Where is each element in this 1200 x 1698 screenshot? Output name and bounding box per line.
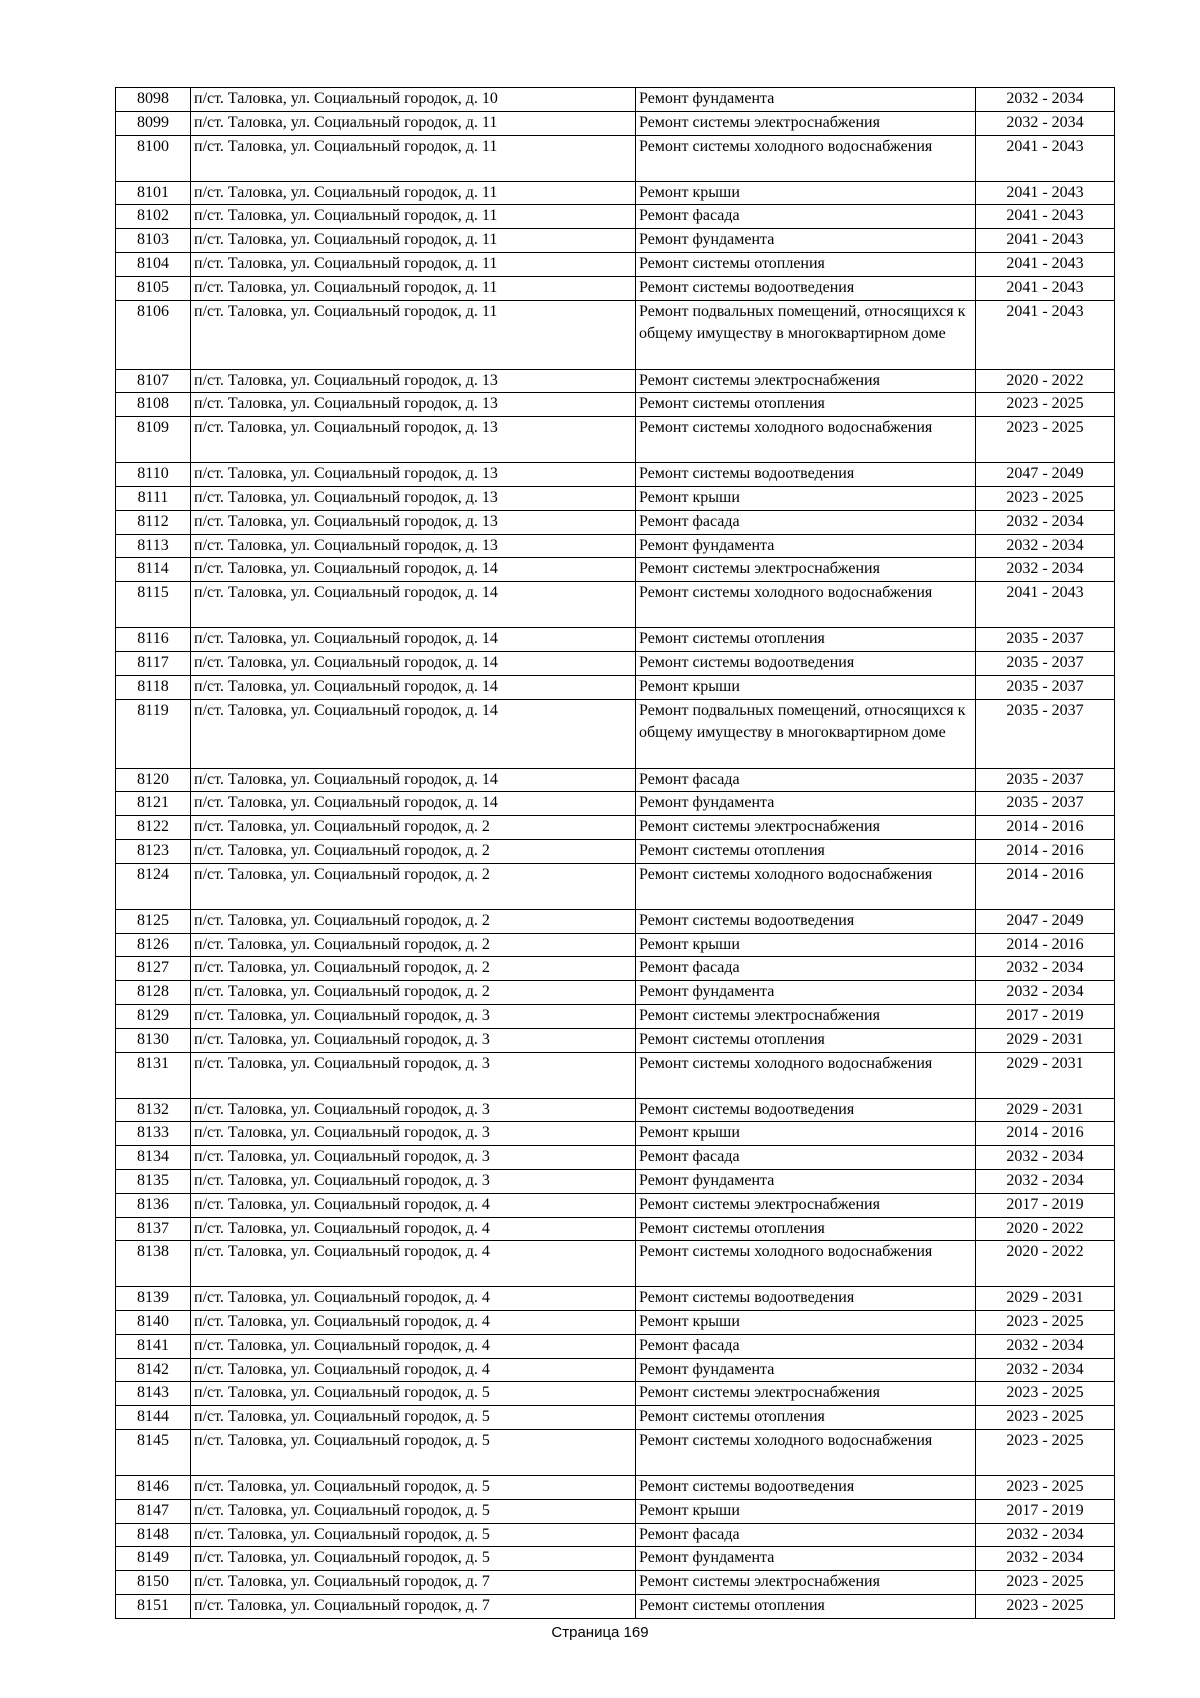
address-cell: п/ст. Таловка, ул. Социальный городок, д. 5 <box>191 1406 636 1430</box>
work-type-cell: Ремонт фасада <box>636 768 976 792</box>
table-row <box>116 768 1115 792</box>
period-cell: 2023 - 2025 <box>976 1406 1115 1430</box>
table-row <box>116 839 1115 863</box>
table-row <box>116 1382 1115 1406</box>
period-cell: 2032 - 2034 <box>976 957 1115 981</box>
table-row <box>116 1523 1115 1547</box>
table-row <box>116 699 1115 768</box>
address-cell: п/ст. Таловка, ул. Социальный городок, д. 4 <box>191 1287 636 1311</box>
address-cell: п/ст. Таловка, ул. Социальный городок, д. 2 <box>191 863 636 909</box>
period-cell: 2032 - 2034 <box>976 111 1115 135</box>
row-number: 8130 <box>116 1028 191 1052</box>
work-type-cell: Ремонт системы холодного водоснабжения <box>636 135 976 181</box>
period-cell: 2041 - 2043 <box>976 181 1115 205</box>
address-cell: п/ст. Таловка, ул. Социальный городок, д. 13 <box>191 369 636 393</box>
period-cell: 2035 - 2037 <box>976 699 1115 768</box>
row-number: 8128 <box>116 981 191 1005</box>
address-cell: п/ст. Таловка, ул. Социальный городок, д. 3 <box>191 1028 636 1052</box>
address-cell: п/ст. Таловка, ул. Социальный городок, д. 3 <box>191 1169 636 1193</box>
work-type-cell: Ремонт фундамента <box>636 981 976 1005</box>
work-type-cell: Ремонт системы водоотведения <box>636 463 976 487</box>
table-row <box>116 558 1115 582</box>
period-cell: 2047 - 2049 <box>976 463 1115 487</box>
address-cell: п/ст. Таловка, ул. Социальный городок, д. 3 <box>191 1004 636 1028</box>
address-cell: п/ст. Таловка, ул. Социальный городок, д. 11 <box>191 252 636 276</box>
row-number: 8107 <box>116 369 191 393</box>
work-type-cell: Ремонт фасада <box>636 1334 976 1358</box>
table-row <box>116 1169 1115 1193</box>
row-number: 8148 <box>116 1523 191 1547</box>
work-type-cell: Ремонт системы электроснабжения <box>636 1004 976 1028</box>
row-number: 8146 <box>116 1476 191 1500</box>
address-cell: п/ст. Таловка, ул. Социальный городок, д. 5 <box>191 1547 636 1571</box>
row-number: 8105 <box>116 276 191 300</box>
work-type-cell: Ремонт системы водоотведения <box>636 1098 976 1122</box>
table-row <box>116 651 1115 675</box>
address-cell: п/ст. Таловка, ул. Социальный городок, д. 11 <box>191 300 636 369</box>
work-type-cell: Ремонт системы электроснабжения <box>636 1382 976 1406</box>
row-number: 8144 <box>116 1406 191 1430</box>
row-number: 8115 <box>116 582 191 628</box>
work-type-cell: Ремонт фундамента <box>636 534 976 558</box>
row-number: 8113 <box>116 534 191 558</box>
address-cell: п/ст. Таловка, ул. Социальный городок, д. 14 <box>191 675 636 699</box>
period-cell: 2032 - 2034 <box>976 510 1115 534</box>
table-row <box>116 1499 1115 1523</box>
table-row <box>116 1217 1115 1241</box>
table-row <box>116 417 1115 463</box>
work-type-cell: Ремонт крыши <box>636 675 976 699</box>
work-type-cell: Ремонт системы холодного водоснабжения <box>636 863 976 909</box>
table-row <box>116 1430 1115 1476</box>
address-cell: п/ст. Таловка, ул. Социальный городок, д. 7 <box>191 1571 636 1595</box>
table-row <box>116 981 1115 1005</box>
page-number: Страница 169 <box>551 1624 649 1641</box>
period-cell: 2032 - 2034 <box>976 1334 1115 1358</box>
work-type-cell: Ремонт системы водоотведения <box>636 1287 976 1311</box>
table-row <box>116 816 1115 840</box>
table-row <box>116 582 1115 628</box>
period-cell: 2041 - 2043 <box>976 252 1115 276</box>
address-cell: п/ст. Таловка, ул. Социальный городок, д. 7 <box>191 1595 636 1619</box>
table-row <box>116 510 1115 534</box>
address-cell: п/ст. Таловка, ул. Социальный городок, д. 14 <box>191 651 636 675</box>
repair-schedule-body <box>116 88 1115 1619</box>
period-cell: 2032 - 2034 <box>976 981 1115 1005</box>
period-cell: 2017 - 2019 <box>976 1499 1115 1523</box>
address-cell: п/ст. Таловка, ул. Социальный городок, д. 14 <box>191 768 636 792</box>
table-row <box>116 1098 1115 1122</box>
row-number: 8101 <box>116 181 191 205</box>
work-type-cell: Ремонт системы отопления <box>636 839 976 863</box>
row-number: 8139 <box>116 1287 191 1311</box>
row-number: 8133 <box>116 1122 191 1146</box>
row-number: 8118 <box>116 675 191 699</box>
address-cell: п/ст. Таловка, ул. Социальный городок, д. 3 <box>191 1146 636 1170</box>
row-number: 8114 <box>116 558 191 582</box>
work-type-cell: Ремонт системы водоотведения <box>636 276 976 300</box>
row-number: 8151 <box>116 1595 191 1619</box>
table-row <box>116 205 1115 229</box>
row-number: 8136 <box>116 1193 191 1217</box>
period-cell: 2014 - 2016 <box>976 863 1115 909</box>
address-cell: п/ст. Таловка, ул. Социальный городок, д. 14 <box>191 628 636 652</box>
address-cell: п/ст. Таловка, ул. Социальный городок, д. 14 <box>191 558 636 582</box>
address-cell: п/ст. Таловка, ул. Социальный городок, д. 2 <box>191 981 636 1005</box>
row-number: 8121 <box>116 792 191 816</box>
address-cell: п/ст. Таловка, ул. Социальный городок, д. 4 <box>191 1334 636 1358</box>
work-type-cell: Ремонт системы холодного водоснабжения <box>636 1241 976 1287</box>
table-row <box>116 276 1115 300</box>
table-row <box>116 1311 1115 1335</box>
table-row <box>116 534 1115 558</box>
table-row <box>116 628 1115 652</box>
work-type-cell: Ремонт крыши <box>636 1499 976 1523</box>
work-type-cell: Ремонт системы отопления <box>636 1406 976 1430</box>
table-row <box>116 1595 1115 1619</box>
row-number: 8122 <box>116 816 191 840</box>
period-cell: 2029 - 2031 <box>976 1028 1115 1052</box>
address-cell: п/ст. Таловка, ул. Социальный городок, д. 13 <box>191 534 636 558</box>
work-type-cell: Ремонт фасада <box>636 205 976 229</box>
work-type-cell: Ремонт подвальных помещений, относящихся к общему имуществу в многоквартирном доме <box>636 300 976 369</box>
row-number: 8143 <box>116 1382 191 1406</box>
period-cell: 2029 - 2031 <box>976 1287 1115 1311</box>
table-row <box>116 1476 1115 1500</box>
work-type-cell: Ремонт системы отопления <box>636 1595 976 1619</box>
work-type-cell: Ремонт системы электроснабжения <box>636 816 976 840</box>
address-cell: п/ст. Таловка, ул. Социальный городок, д. 11 <box>191 181 636 205</box>
table-row <box>116 933 1115 957</box>
work-type-cell: Ремонт фасада <box>636 1146 976 1170</box>
work-type-cell: Ремонт крыши <box>636 1311 976 1335</box>
address-cell: п/ст. Таловка, ул. Социальный городок, д. 5 <box>191 1523 636 1547</box>
address-cell: п/ст. Таловка, ул. Социальный городок, д. 4 <box>191 1217 636 1241</box>
row-number: 8108 <box>116 393 191 417</box>
table-row <box>116 1052 1115 1098</box>
address-cell: п/ст. Таловка, ул. Социальный городок, д. 13 <box>191 510 636 534</box>
period-cell: 2020 - 2022 <box>976 1241 1115 1287</box>
address-cell: п/ст. Таловка, ул. Социальный городок, д. 5 <box>191 1382 636 1406</box>
period-cell: 2035 - 2037 <box>976 675 1115 699</box>
address-cell: п/ст. Таловка, ул. Социальный городок, д. 4 <box>191 1311 636 1335</box>
row-number: 8102 <box>116 205 191 229</box>
address-cell: п/ст. Таловка, ул. Социальный городок, д. 11 <box>191 135 636 181</box>
period-cell: 2041 - 2043 <box>976 276 1115 300</box>
row-number: 8119 <box>116 699 191 768</box>
period-cell: 2041 - 2043 <box>976 582 1115 628</box>
row-number: 8123 <box>116 839 191 863</box>
address-cell: п/ст. Таловка, ул. Социальный городок, д. 2 <box>191 909 636 933</box>
address-cell: п/ст. Таловка, ул. Социальный городок, д. 14 <box>191 699 636 768</box>
work-type-cell: Ремонт системы электроснабжения <box>636 558 976 582</box>
row-number: 8117 <box>116 651 191 675</box>
work-type-cell: Ремонт фундамента <box>636 1169 976 1193</box>
work-type-cell: Ремонт крыши <box>636 1122 976 1146</box>
period-cell: 2032 - 2034 <box>976 1523 1115 1547</box>
work-type-cell: Ремонт крыши <box>636 933 976 957</box>
period-cell: 2035 - 2037 <box>976 768 1115 792</box>
table-row <box>116 1334 1115 1358</box>
row-number: 8149 <box>116 1547 191 1571</box>
work-type-cell: Ремонт системы холодного водоснабжения <box>636 1430 976 1476</box>
period-cell: 2017 - 2019 <box>976 1193 1115 1217</box>
table-row <box>116 300 1115 369</box>
work-type-cell: Ремонт системы водоотведения <box>636 1476 976 1500</box>
period-cell: 2035 - 2037 <box>976 792 1115 816</box>
address-cell: п/ст. Таловка, ул. Социальный городок, д. 14 <box>191 792 636 816</box>
address-cell: п/ст. Таловка, ул. Социальный городок, д. 5 <box>191 1499 636 1523</box>
row-number: 8127 <box>116 957 191 981</box>
address-cell: п/ст. Таловка, ул. Социальный городок, д. 10 <box>191 88 636 112</box>
period-cell: 2032 - 2034 <box>976 1146 1115 1170</box>
address-cell: п/ст. Таловка, ул. Социальный городок, д. 11 <box>191 229 636 253</box>
row-number: 8100 <box>116 135 191 181</box>
table-row <box>116 792 1115 816</box>
work-type-cell: Ремонт системы водоотведения <box>636 909 976 933</box>
address-cell: п/ст. Таловка, ул. Социальный городок, д. 2 <box>191 957 636 981</box>
work-type-cell: Ремонт системы электроснабжения <box>636 111 976 135</box>
table-row <box>116 1571 1115 1595</box>
row-number: 8147 <box>116 1499 191 1523</box>
table-row <box>116 1547 1115 1571</box>
work-type-cell: Ремонт фасада <box>636 510 976 534</box>
table-row <box>116 486 1115 510</box>
row-number: 8131 <box>116 1052 191 1098</box>
row-number: 8099 <box>116 111 191 135</box>
row-number: 8110 <box>116 463 191 487</box>
table-row <box>116 88 1115 112</box>
period-cell: 2017 - 2019 <box>976 1004 1115 1028</box>
address-cell: п/ст. Таловка, ул. Социальный городок, д. 5 <box>191 1476 636 1500</box>
address-cell: п/ст. Таловка, ул. Социальный городок, д. 11 <box>191 111 636 135</box>
work-type-cell: Ремонт системы отопления <box>636 252 976 276</box>
work-type-cell: Ремонт фундамента <box>636 88 976 112</box>
table-row <box>116 111 1115 135</box>
period-cell: 2041 - 2043 <box>976 229 1115 253</box>
period-cell: 2023 - 2025 <box>976 486 1115 510</box>
work-type-cell: Ремонт фундамента <box>636 1547 976 1571</box>
repair-schedule-table <box>115 87 1115 1619</box>
period-cell: 2035 - 2037 <box>976 628 1115 652</box>
table-row <box>116 229 1115 253</box>
table-row <box>116 393 1115 417</box>
period-cell: 2023 - 2025 <box>976 393 1115 417</box>
work-type-cell: Ремонт фундамента <box>636 229 976 253</box>
period-cell: 2023 - 2025 <box>976 1311 1115 1335</box>
period-cell: 2047 - 2049 <box>976 909 1115 933</box>
address-cell: п/ст. Таловка, ул. Социальный городок, д. 4 <box>191 1193 636 1217</box>
row-number: 8132 <box>116 1098 191 1122</box>
row-number: 8150 <box>116 1571 191 1595</box>
address-cell: п/ст. Таловка, ул. Социальный городок, д. 3 <box>191 1122 636 1146</box>
table-row <box>116 369 1115 393</box>
work-type-cell: Ремонт фасада <box>636 957 976 981</box>
period-cell: 2020 - 2022 <box>976 369 1115 393</box>
row-number: 8120 <box>116 768 191 792</box>
period-cell: 2041 - 2043 <box>976 300 1115 369</box>
address-cell: п/ст. Таловка, ул. Социальный городок, д. 13 <box>191 486 636 510</box>
work-type-cell: Ремонт системы холодного водоснабжения <box>636 417 976 463</box>
period-cell: 2023 - 2025 <box>976 1571 1115 1595</box>
work-type-cell: Ремонт системы холодного водоснабжения <box>636 582 976 628</box>
address-cell: п/ст. Таловка, ул. Социальный городок, д. 3 <box>191 1098 636 1122</box>
row-number: 8106 <box>116 300 191 369</box>
table-row <box>116 1122 1115 1146</box>
address-cell: п/ст. Таловка, ул. Социальный городок, д. 14 <box>191 582 636 628</box>
period-cell: 2032 - 2034 <box>976 1358 1115 1382</box>
period-cell: 2023 - 2025 <box>976 1430 1115 1476</box>
period-cell: 2023 - 2025 <box>976 1595 1115 1619</box>
period-cell: 2014 - 2016 <box>976 816 1115 840</box>
period-cell: 2035 - 2037 <box>976 651 1115 675</box>
period-cell: 2032 - 2034 <box>976 534 1115 558</box>
table-row <box>116 957 1115 981</box>
address-cell: п/ст. Таловка, ул. Социальный городок, д. 13 <box>191 393 636 417</box>
work-type-cell: Ремонт подвальных помещений, относящихся к общему имуществу в многоквартирном доме <box>636 699 976 768</box>
work-type-cell: Ремонт системы отопления <box>636 393 976 417</box>
period-cell: 2041 - 2043 <box>976 205 1115 229</box>
table-row <box>116 135 1115 181</box>
row-number: 8112 <box>116 510 191 534</box>
table-row <box>116 675 1115 699</box>
row-number: 8126 <box>116 933 191 957</box>
address-cell: п/ст. Таловка, ул. Социальный городок, д. 2 <box>191 839 636 863</box>
period-cell: 2032 - 2034 <box>976 1547 1115 1571</box>
row-number: 8137 <box>116 1217 191 1241</box>
work-type-cell: Ремонт системы отопления <box>636 1028 976 1052</box>
table-row <box>116 909 1115 933</box>
table-row <box>116 463 1115 487</box>
period-cell: 2032 - 2034 <box>976 558 1115 582</box>
address-cell: п/ст. Таловка, ул. Социальный городок, д. 5 <box>191 1430 636 1476</box>
work-type-cell: Ремонт системы холодного водоснабжения <box>636 1052 976 1098</box>
period-cell: 2023 - 2025 <box>976 1476 1115 1500</box>
row-number: 8125 <box>116 909 191 933</box>
table-row <box>116 1193 1115 1217</box>
table-row <box>116 1241 1115 1287</box>
address-cell: п/ст. Таловка, ул. Социальный городок, д. 4 <box>191 1358 636 1382</box>
address-cell: п/ст. Таловка, ул. Социальный городок, д. 2 <box>191 816 636 840</box>
table-row <box>116 1028 1115 1052</box>
row-number: 8098 <box>116 88 191 112</box>
row-number: 8141 <box>116 1334 191 1358</box>
table-row <box>116 1004 1115 1028</box>
row-number: 8103 <box>116 229 191 253</box>
period-cell: 2014 - 2016 <box>976 839 1115 863</box>
work-type-cell: Ремонт системы отопления <box>636 628 976 652</box>
work-type-cell: Ремонт системы электроснабжения <box>636 1193 976 1217</box>
row-number: 8116 <box>116 628 191 652</box>
period-cell: 2023 - 2025 <box>976 417 1115 463</box>
address-cell: п/ст. Таловка, ул. Социальный городок, д. 13 <box>191 417 636 463</box>
period-cell: 2032 - 2034 <box>976 1169 1115 1193</box>
address-cell: п/ст. Таловка, ул. Социальный городок, д. 4 <box>191 1241 636 1287</box>
period-cell: 2029 - 2031 <box>976 1052 1115 1098</box>
work-type-cell: Ремонт системы водоотведения <box>636 651 976 675</box>
row-number: 8124 <box>116 863 191 909</box>
table-row <box>116 181 1115 205</box>
work-type-cell: Ремонт фундамента <box>636 1358 976 1382</box>
address-cell: п/ст. Таловка, ул. Социальный городок, д. 11 <box>191 276 636 300</box>
period-cell: 2014 - 2016 <box>976 1122 1115 1146</box>
work-type-cell: Ремонт фасада <box>636 1523 976 1547</box>
table-row <box>116 863 1115 909</box>
row-number: 8142 <box>116 1358 191 1382</box>
period-cell: 2029 - 2031 <box>976 1098 1115 1122</box>
work-type-cell: Ремонт фундамента <box>636 792 976 816</box>
work-type-cell: Ремонт системы электроснабжения <box>636 369 976 393</box>
address-cell: п/ст. Таловка, ул. Социальный городок, д. 13 <box>191 463 636 487</box>
row-number: 8129 <box>116 1004 191 1028</box>
row-number: 8104 <box>116 252 191 276</box>
work-type-cell: Ремонт крыши <box>636 486 976 510</box>
address-cell: п/ст. Таловка, ул. Социальный городок, д. 2 <box>191 933 636 957</box>
table-row <box>116 1358 1115 1382</box>
row-number: 8134 <box>116 1146 191 1170</box>
work-type-cell: Ремонт системы электроснабжения <box>636 1571 976 1595</box>
period-cell: 2020 - 2022 <box>976 1217 1115 1241</box>
period-cell: 2041 - 2043 <box>976 135 1115 181</box>
row-number: 8111 <box>116 486 191 510</box>
row-number: 8140 <box>116 1311 191 1335</box>
row-number: 8138 <box>116 1241 191 1287</box>
work-type-cell: Ремонт системы отопления <box>636 1217 976 1241</box>
row-number: 8145 <box>116 1430 191 1476</box>
address-cell: п/ст. Таловка, ул. Социальный городок, д. 11 <box>191 205 636 229</box>
table-row <box>116 1406 1115 1430</box>
period-cell: 2014 - 2016 <box>976 933 1115 957</box>
period-cell: 2023 - 2025 <box>976 1382 1115 1406</box>
address-cell: п/ст. Таловка, ул. Социальный городок, д. 3 <box>191 1052 636 1098</box>
table-row <box>116 1146 1115 1170</box>
row-number: 8135 <box>116 1169 191 1193</box>
table-row <box>116 1287 1115 1311</box>
work-type-cell: Ремонт крыши <box>636 181 976 205</box>
table-row <box>116 252 1115 276</box>
period-cell: 2032 - 2034 <box>976 88 1115 112</box>
row-number: 8109 <box>116 417 191 463</box>
